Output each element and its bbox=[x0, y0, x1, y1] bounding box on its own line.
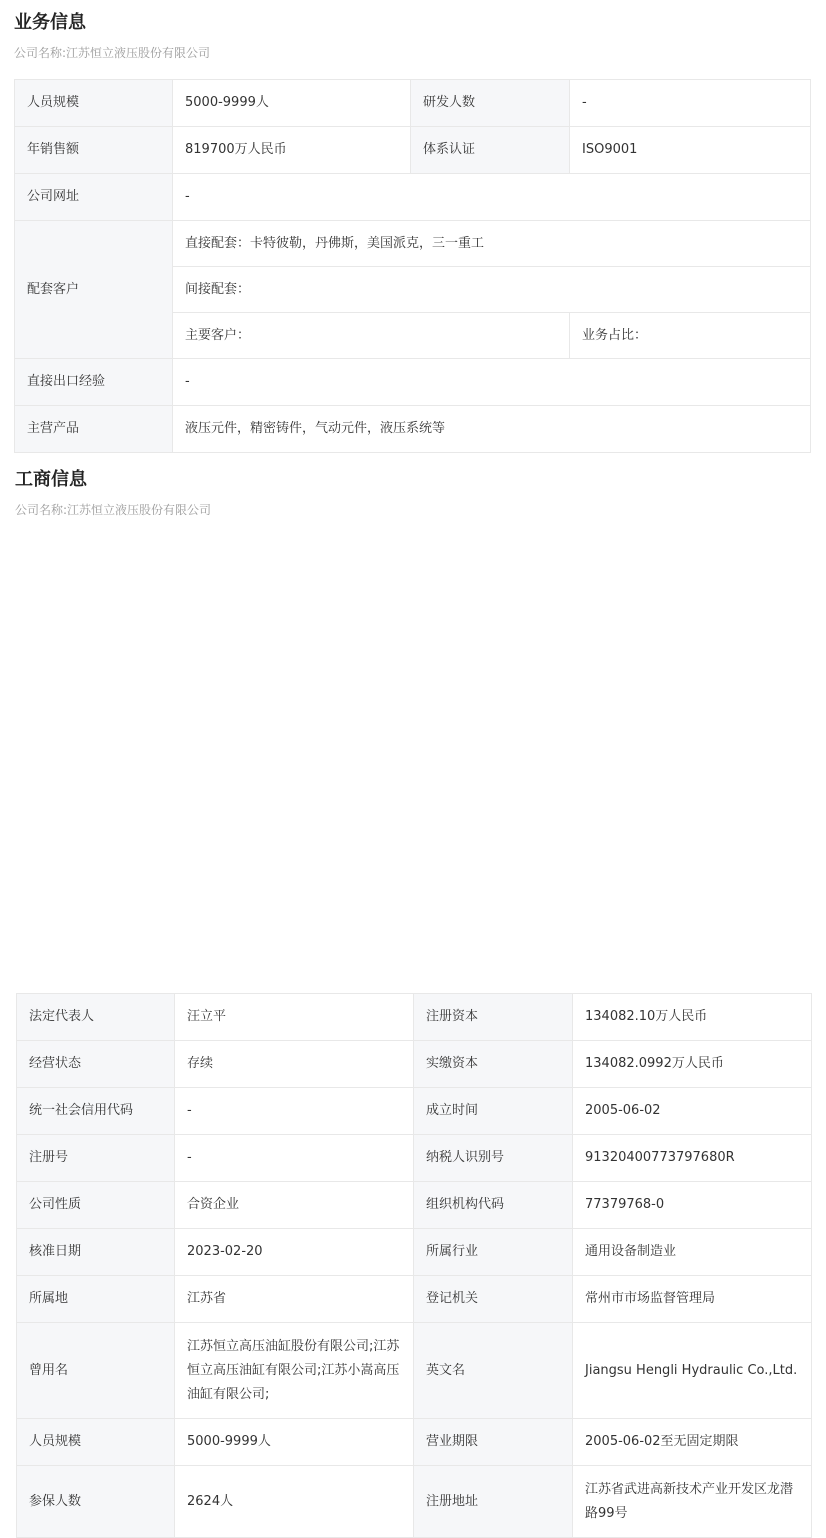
rd-staff-value: - bbox=[570, 80, 811, 127]
staff-size-value: 5000-9999人 bbox=[175, 1419, 414, 1466]
credit-code-label: 统一社会信用代码 bbox=[17, 1088, 175, 1135]
table-row bbox=[15, 174, 811, 221]
industry-label: 所属行业 bbox=[414, 1229, 573, 1276]
org-code-label: 组织机构代码 bbox=[414, 1182, 573, 1229]
table-row bbox=[17, 1041, 812, 1088]
table-row bbox=[17, 1182, 812, 1229]
operating-status-value: 存续 bbox=[175, 1041, 414, 1088]
company-type-label: 公司性质 bbox=[17, 1182, 175, 1229]
staff-size-label: 人员规模 bbox=[15, 80, 173, 127]
company-type-value: 合资企业 bbox=[175, 1182, 414, 1229]
english-name-label: 英文名 bbox=[414, 1323, 573, 1419]
registration-number-value: - bbox=[175, 1135, 414, 1182]
main-customers-value: 主要客户： bbox=[173, 313, 570, 359]
english-name-value: Jiangsu Hengli Hydraulic Co.,Ltd. bbox=[573, 1323, 812, 1419]
industry-value: 通用设备制造业 bbox=[573, 1229, 812, 1276]
registered-address-label: 注册地址 bbox=[414, 1466, 573, 1538]
legal-rep-value: 汪立平 bbox=[175, 994, 414, 1041]
founded-date-value: 2005-06-02 bbox=[573, 1088, 812, 1135]
table-row bbox=[17, 994, 812, 1041]
customers-label: 配套客户 bbox=[15, 221, 173, 359]
location-label: 所属地 bbox=[17, 1276, 175, 1323]
table-row bbox=[15, 221, 811, 267]
business-info-title: 业务信息 bbox=[14, 12, 86, 33]
registered-capital-label: 注册资本 bbox=[414, 994, 573, 1041]
paid-capital-value: 134082.0992万人民币 bbox=[573, 1041, 812, 1088]
certification-label: 体系认证 bbox=[411, 127, 570, 174]
business-company-name: 公司名称:江苏恒立液压股份有限公司 bbox=[14, 46, 211, 60]
table-row bbox=[15, 127, 811, 174]
rd-staff-label: 研发人数 bbox=[411, 80, 570, 127]
certification-value: ISO9001 bbox=[570, 127, 811, 174]
registration-company-name: 公司名称:江苏恒立液压股份有限公司 bbox=[15, 503, 212, 517]
registered-address-value: 江苏省武进高新技术产业开发区龙潜路99号 bbox=[573, 1466, 812, 1538]
table-row bbox=[15, 80, 811, 127]
table-row bbox=[15, 359, 811, 406]
business-term-label: 营业期限 bbox=[414, 1419, 573, 1466]
table-row bbox=[17, 1229, 812, 1276]
former-names-label: 曾用名 bbox=[17, 1323, 175, 1419]
table-row bbox=[17, 1466, 812, 1538]
taxpayer-id-label: 纳税人识别号 bbox=[414, 1135, 573, 1182]
approval-date-value: 2023-02-20 bbox=[175, 1229, 414, 1276]
table-row bbox=[17, 1419, 812, 1466]
registration-authority-value: 常州市市场监督管理局 bbox=[573, 1276, 812, 1323]
table-row bbox=[17, 1323, 812, 1419]
table-row bbox=[15, 406, 811, 453]
registered-capital-value: 134082.10万人民币 bbox=[573, 994, 812, 1041]
business-share-value: 业务占比： bbox=[570, 313, 811, 359]
registration-info-table bbox=[16, 993, 812, 1538]
indirect-supply-value: 间接配套： bbox=[173, 267, 811, 313]
taxpayer-id-value: 91320400773797680R bbox=[573, 1135, 812, 1182]
registration-authority-label: 登记机关 bbox=[414, 1276, 573, 1323]
website-value: - bbox=[173, 174, 811, 221]
staff-size-label: 人员规模 bbox=[17, 1419, 175, 1466]
table-row bbox=[17, 1135, 812, 1182]
former-names-value: 江苏恒立高压油缸股份有限公司;江苏恒立高压油缸有限公司;江苏小嵩高压油缸有限公司; bbox=[175, 1323, 414, 1419]
annual-sales-label: 年销售额 bbox=[15, 127, 173, 174]
table-row bbox=[17, 1088, 812, 1135]
location-value: 江苏省 bbox=[175, 1276, 414, 1323]
registration-number-label: 注册号 bbox=[17, 1135, 175, 1182]
main-products-label: 主营产品 bbox=[15, 406, 173, 453]
founded-date-label: 成立时间 bbox=[414, 1088, 573, 1135]
business-term-value: 2005-06-02至无固定期限 bbox=[573, 1419, 812, 1466]
registration-info-title: 工商信息 bbox=[15, 469, 87, 490]
export-experience-label: 直接出口经验 bbox=[15, 359, 173, 406]
org-code-value: 77379768-0 bbox=[573, 1182, 812, 1229]
legal-rep-label: 法定代表人 bbox=[17, 994, 175, 1041]
approval-date-label: 核准日期 bbox=[17, 1229, 175, 1276]
export-experience-value: - bbox=[173, 359, 811, 406]
website-label: 公司网址 bbox=[15, 174, 173, 221]
operating-status-label: 经营状态 bbox=[17, 1041, 175, 1088]
insured-count-value: 2624人 bbox=[175, 1466, 414, 1538]
direct-supply-value: 直接配套：卡特彼勒，丹佛斯，美国派克，三一重工 bbox=[173, 221, 811, 267]
paid-capital-label: 实缴资本 bbox=[414, 1041, 573, 1088]
credit-code-value: - bbox=[175, 1088, 414, 1135]
insured-count-label: 参保人数 bbox=[17, 1466, 175, 1538]
annual-sales-value: 819700万人民币 bbox=[173, 127, 411, 174]
business-info-table bbox=[14, 79, 811, 453]
table-row bbox=[17, 1276, 812, 1323]
staff-size-value: 5000-9999人 bbox=[173, 80, 411, 127]
main-products-value: 液压元件，精密铸件，气动元件，液压系统等 bbox=[173, 406, 811, 453]
